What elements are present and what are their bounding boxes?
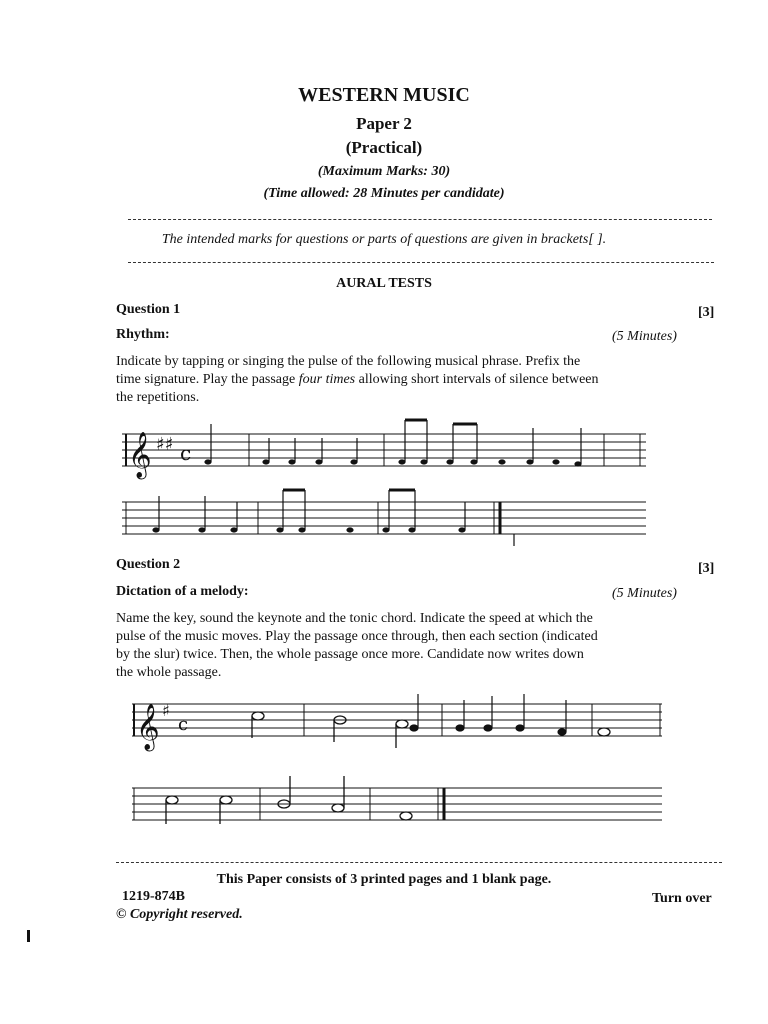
question-2-instructions: Name the key, sound the keynote and the tonic chord. Indicate the speed at which the pulse of the music moves. Play the passage once through, then each section (indicated by the slur) twice. Then, the whole passage once more. Candidate now writes down the whole passage. bbox=[116, 611, 598, 680]
maximum-marks: (Maximum Marks: 30) bbox=[317, 164, 451, 179]
question-2-subheading: Dictation of a melody: bbox=[116, 584, 249, 599]
pages-note: This Paper consists of 3 printed pages and 1 blank page. bbox=[216, 872, 552, 887]
question-1-label: Question 1 bbox=[116, 302, 181, 317]
common-time-icon: c bbox=[180, 441, 192, 465]
question-1-subheading: Rhythm: bbox=[116, 327, 170, 342]
divider-footer bbox=[116, 862, 722, 863]
turn-over-label: Turn over bbox=[652, 891, 712, 906]
scan-mark bbox=[27, 930, 30, 942]
section-heading: AURAL TESTS bbox=[336, 276, 432, 291]
treble-clef-icon: 𝄞 bbox=[136, 704, 160, 750]
intended-marks-note: The intended marks for questions or parts of questions are given in brackets[ ]. bbox=[161, 232, 607, 247]
rhythm-staff-1 bbox=[116, 410, 656, 486]
question-1-instructions: Indicate by tapping or singing the pulse of the following musical phrase. Prefix the time signature. Play the passage four times allowing short intervals of silence between the repetitions. bbox=[116, 354, 599, 405]
question-2-duration: (5 Minutes) bbox=[612, 586, 677, 601]
common-time-icon: c bbox=[178, 714, 189, 735]
rhythm-staff-2 bbox=[116, 482, 656, 558]
emphasis-text: four times bbox=[298, 372, 356, 387]
question-2-marks: [3] bbox=[698, 561, 715, 576]
divider-bottom bbox=[128, 262, 714, 263]
melody-staff-2 bbox=[126, 772, 666, 836]
question-1-duration: (5 Minutes) bbox=[612, 329, 677, 344]
paper-title: WESTERN MUSIC bbox=[298, 84, 470, 106]
paper-type: (Practical) bbox=[345, 138, 423, 157]
paper-code: 1219-874B bbox=[122, 889, 185, 904]
question-2-label: Question 2 bbox=[116, 557, 181, 572]
key-sharps-icon: ♯♯ bbox=[156, 434, 174, 455]
key-sharp-icon: ♯ bbox=[162, 701, 170, 720]
copyright-note: © Copyright reserved. bbox=[116, 907, 243, 922]
paper-number: Paper 2 bbox=[356, 114, 412, 133]
question-1-marks: [3] bbox=[698, 305, 715, 320]
melody-staff-1 bbox=[126, 686, 666, 756]
time-allowed: (Time allowed: 28 Minutes per candidate) bbox=[263, 186, 505, 201]
treble-clef-icon: 𝄞 bbox=[128, 432, 152, 478]
divider-top bbox=[128, 219, 712, 220]
